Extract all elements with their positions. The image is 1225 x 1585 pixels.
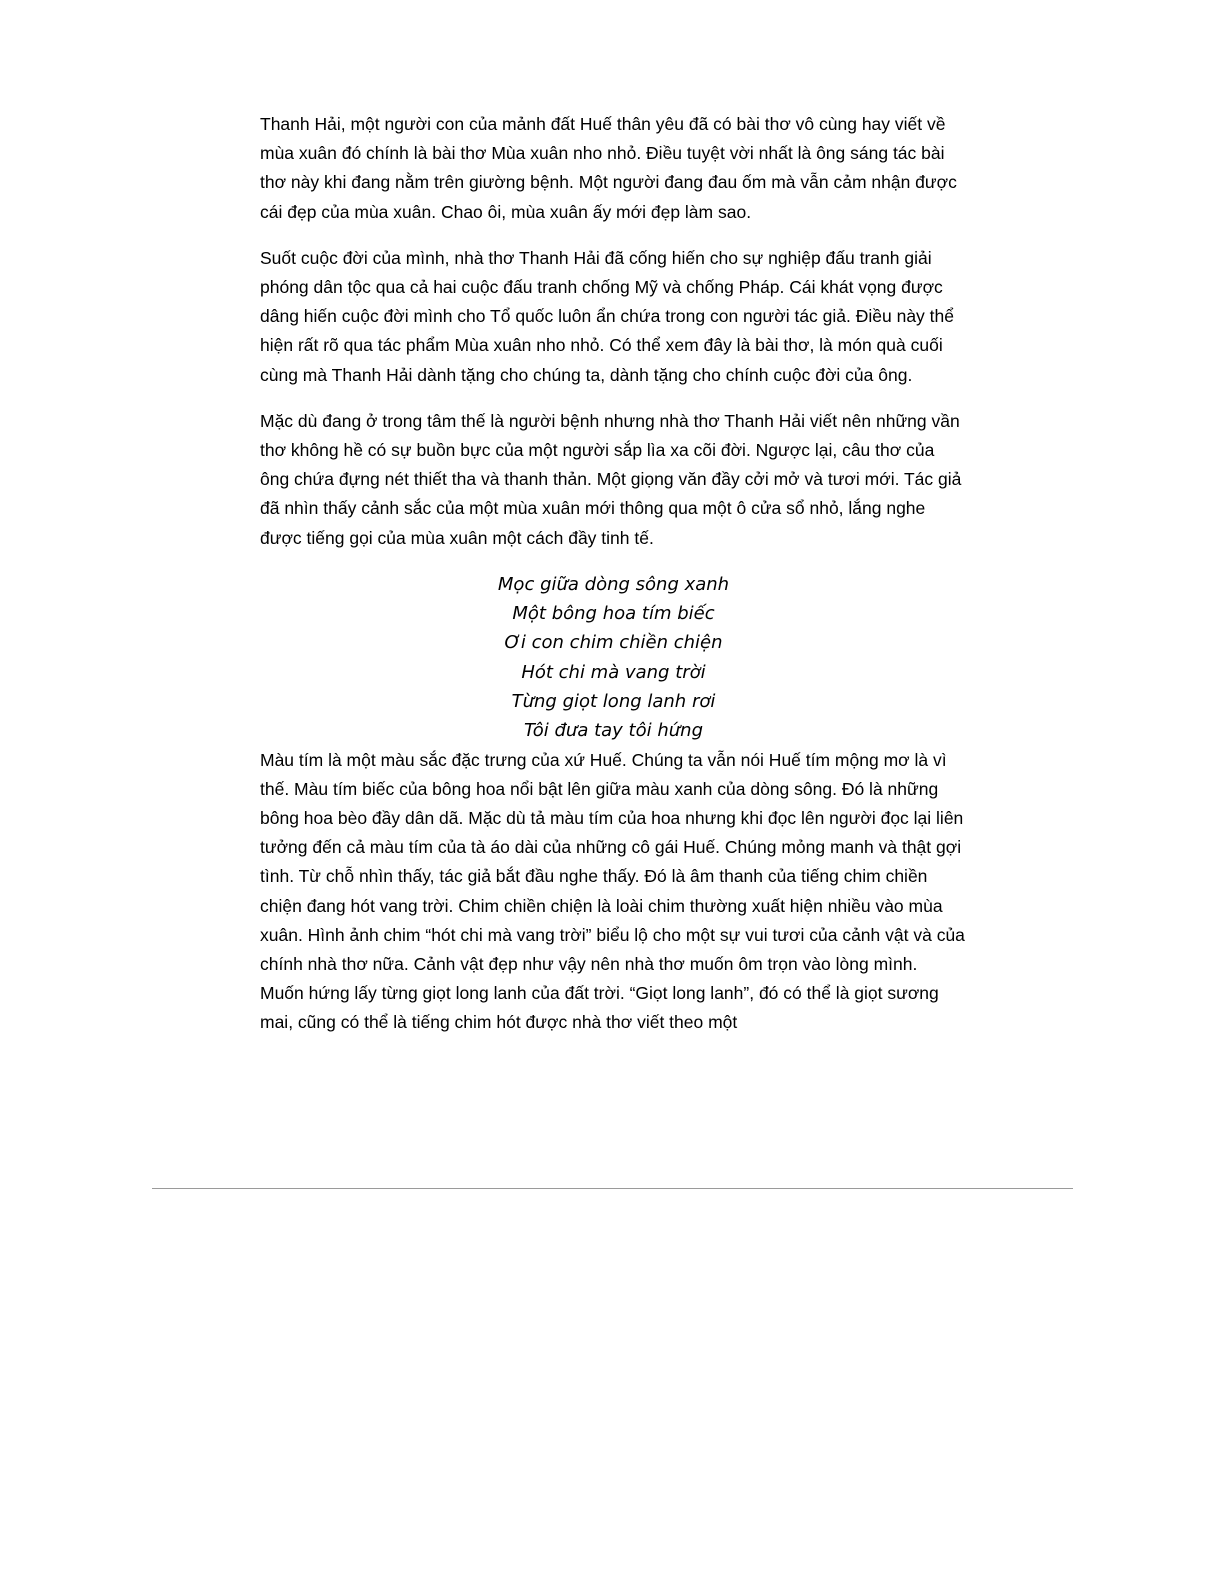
paragraph-analysis: Màu tím là một màu sắc đặc trưng của xứ Huế. Chúng ta vẫn nói Huế tím mộng mơ là vì thế. Màu tím biếc của bông hoa nổi bật lên giữa màu xanh của dòng sông. Đó là những bông hoa bèo đầy dân dã. Mặc dù tả màu tím của hoa nhưng khi đọc lên người đọc lại liên tưởng đến cả màu tím của tà áo dài của những cô gái Huế. Chúng mỏng manh và thật gợi tình. Từ chỗ nhìn thấy, tác giả bắt đầu nghe thấy. Đó là âm thanh của tiếng chim chiền chiện đang hót vang trời. Chim chiền chiện là loài chim thường xuất hiện nhiều vào mùa xuân. Hình ảnh chim “hót chi mà vang trời” biểu lộ cho một sự vui tươi của cảnh vật và của chính nhà thơ nữa. Cảnh vật đẹp như vậy nên nhà thơ muốn ôm trọn vào lòng mình. Muốn hứng lấy từng giọt long lanh của đất trời. “Giọt long lanh”, đó có thể là giọt sương mai, cũng có thể là tiếng chim hót được nhà thơ viết theo một [260, 749, 965, 1033]
paragraph-spirit: Mặc dù đang ở trong tâm thế là người bệnh nhưng nhà thơ Thanh Hải viết nên những vần thơ không hề có sự buồn bực của một người sắp lìa xa cõi đời. Ngược lại, câu thơ của ông chứa đựng nét thiết tha và thanh thản. Một giọng văn đầy cởi mở và tươi mới. Tác giả đã nhìn thấy cảnh sắc của một mùa xuân mới thông qua một ô cửa sổ nhỏ, lắng nghe được tiếng gọi của mùa xuân một cách đầy tinh tế. [260, 410, 962, 548]
paragraph-life: Suốt cuộc đời của mình, nhà thơ Thanh Hải đã cống hiến cho sự nghiệp đấu tranh giải phóng dân tộc qua cả hai cuộc đấu tranh chống Mỹ và chống Pháp. Cái khát vọng được dâng hiến cuộc đời mình cho Tổ quốc luôn ẩn chứa trong con người tác giả. Điều này thể hiện rất rõ qua tác phẩm Mùa xuân nho nhỏ. Có thể xem đây là bài thơ, là món quà cuối cùng mà Thanh Hải dành tặng cho chúng ta, dành tặng cho chính cuộc đời của ông. [260, 247, 954, 385]
poem-line: Hót chi mà vang trời [521, 661, 706, 683]
poem-line: Mọc giữa dòng sông xanh [497, 573, 730, 595]
poem-line: Từng giọt long lanh rơi [511, 691, 716, 713]
poem-line: Tôi đưa tay tôi hứng [524, 720, 703, 742]
poem-excerpt [260, 570, 965, 746]
document-body [260, 110, 965, 1038]
page-divider [152, 1188, 1073, 1189]
poem-line: Một bông hoa tím biếc [512, 603, 715, 625]
paragraph-intro: Thanh Hải, một người con của mảnh đất Huế thân yêu đã có bài thơ vô cùng hay viết về mùa xuân đó chính là bài thơ Mùa xuân nho nhỏ. Điều tuyệt vời nhất là ông sáng tác bài thơ này khi đang nằm trên giường bệnh. Một người đang đau ốm mà vẫn cảm nhận được cái đẹp của mùa xuân. Chao ôi, mùa xuân ấy mới đẹp làm sao. [260, 114, 957, 222]
poem-line: Ơi con chim chiền chiện [504, 632, 723, 654]
